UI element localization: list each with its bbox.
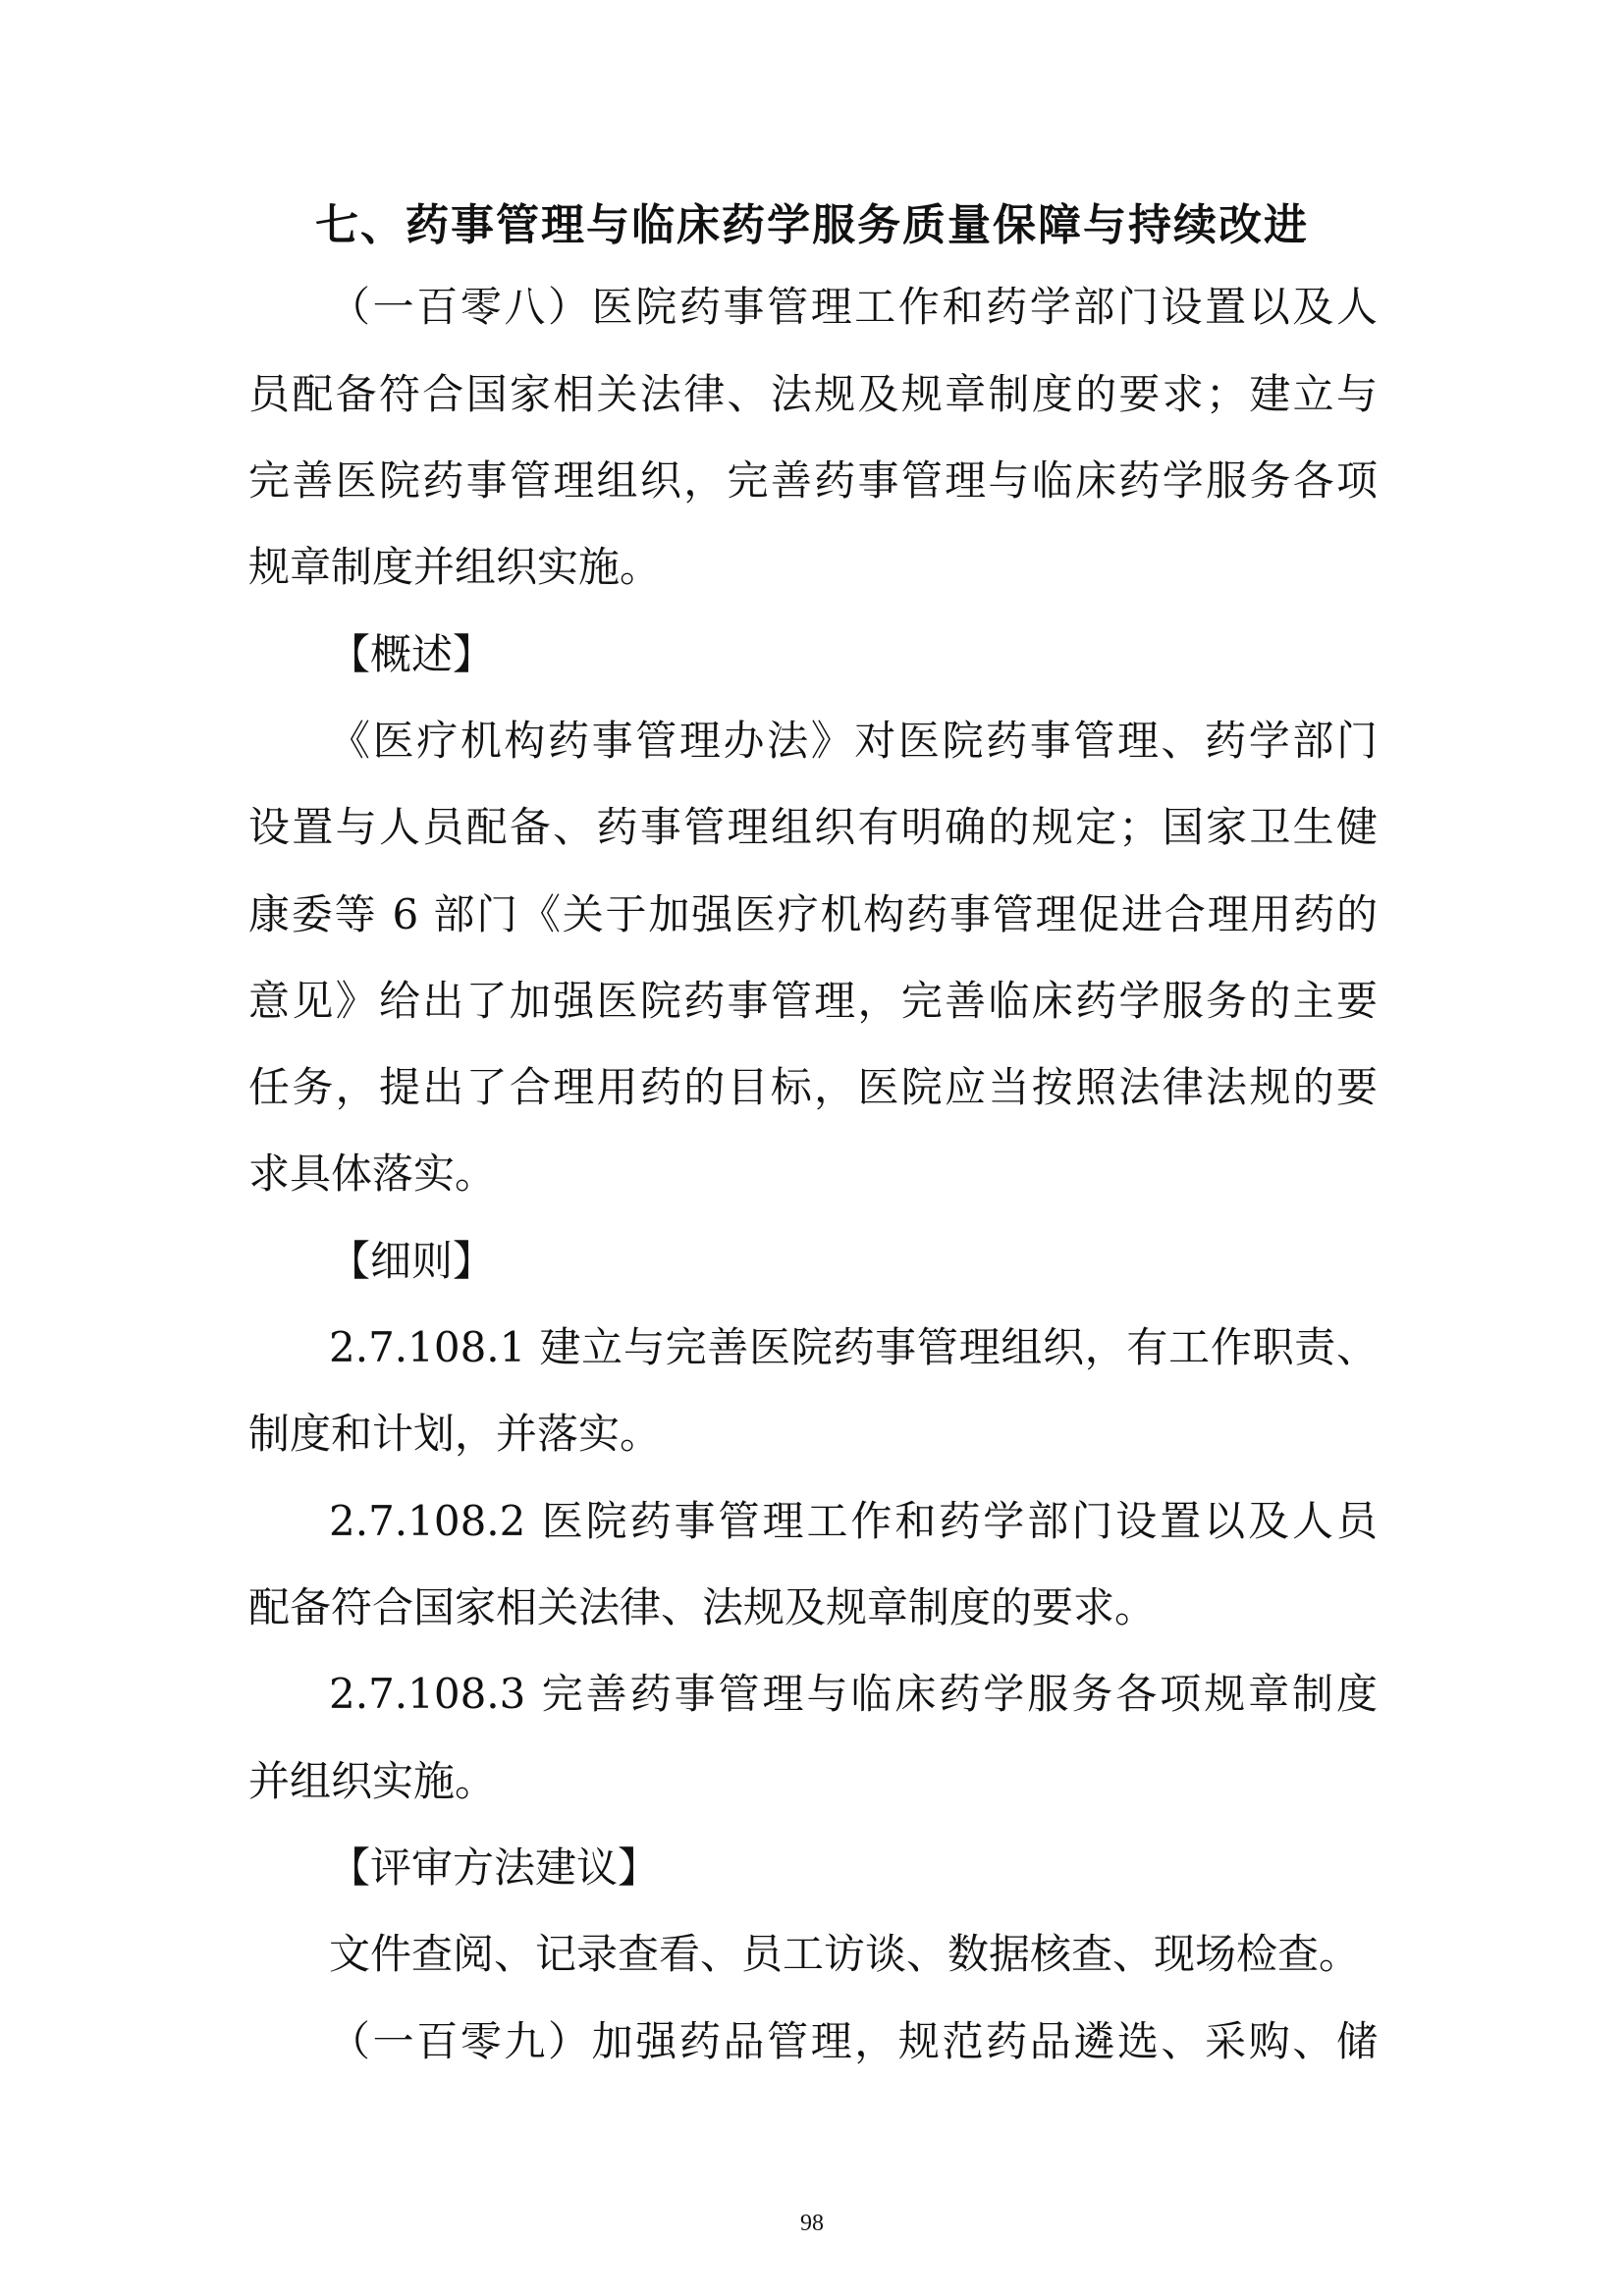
paragraph-line: 求具体落实。 [248,1149,497,1198]
rule-item-line: 2.7.108.1 建立与完善医院药事管理组织，有工作职责、 [329,1323,1378,1371]
page-number: 98 [800,2211,824,2236]
paragraph-line: 设置与人员配备、药事管理组织有明确的规定；国家卫生健 [248,803,1378,851]
paragraph-line: （一百零八）医院药事管理工作和药学部门设置以及人 [329,283,1378,331]
paragraph-line: 任务，提出了合理用药的目标，医院应当按照法律法规的要 [248,1063,1378,1111]
subheading-review-methods: 【评审方法建议】 [329,1843,660,1892]
subheading-overview: 【概述】 [329,630,495,678]
paragraph-line: （一百零九）加强药品管理，规范药品遴选、采购、储 [329,2017,1378,2065]
paragraph-line: 员配备符合国家相关法律、法规及规章制度的要求；建立与 [248,370,1378,418]
paragraph-line: 文件查阅、记录查看、员工访谈、数据核查、现场检查。 [329,1930,1361,1978]
rule-item-line: 制度和计划，并落实。 [248,1410,662,1458]
paragraph-line: 意见》给出了加强医院药事管理，完善临床药学服务的主要 [248,977,1378,1025]
paragraph-line: 规章制度并组织实施。 [248,543,662,591]
paragraph-line: 《医疗机构药事管理办法》对医院药事管理、药学部门 [329,717,1378,765]
subheading-rules: 【细则】 [329,1237,495,1285]
paragraph-line: 康委等 6 部门《关于加强医疗机构药事管理促进合理用药的 [248,890,1378,938]
rule-item-line: 配备符合国家相关法律、法规及规章制度的要求。 [248,1583,1157,1631]
rule-item-line: 并组织实施。 [248,1757,497,1805]
paragraph-line: 完善医院药事管理组织，完善药事管理与临床药学服务各项 [248,456,1378,505]
rule-item-line: 2.7.108.2 医院药事管理工作和药学部门设置以及人员 [329,1497,1378,1545]
section-title: 七、药事管理与临床药学服务质量保障与持续改进 [315,200,1309,250]
rule-item-line: 2.7.108.3 完善药事管理与临床药学服务各项规章制度 [329,1670,1378,1718]
